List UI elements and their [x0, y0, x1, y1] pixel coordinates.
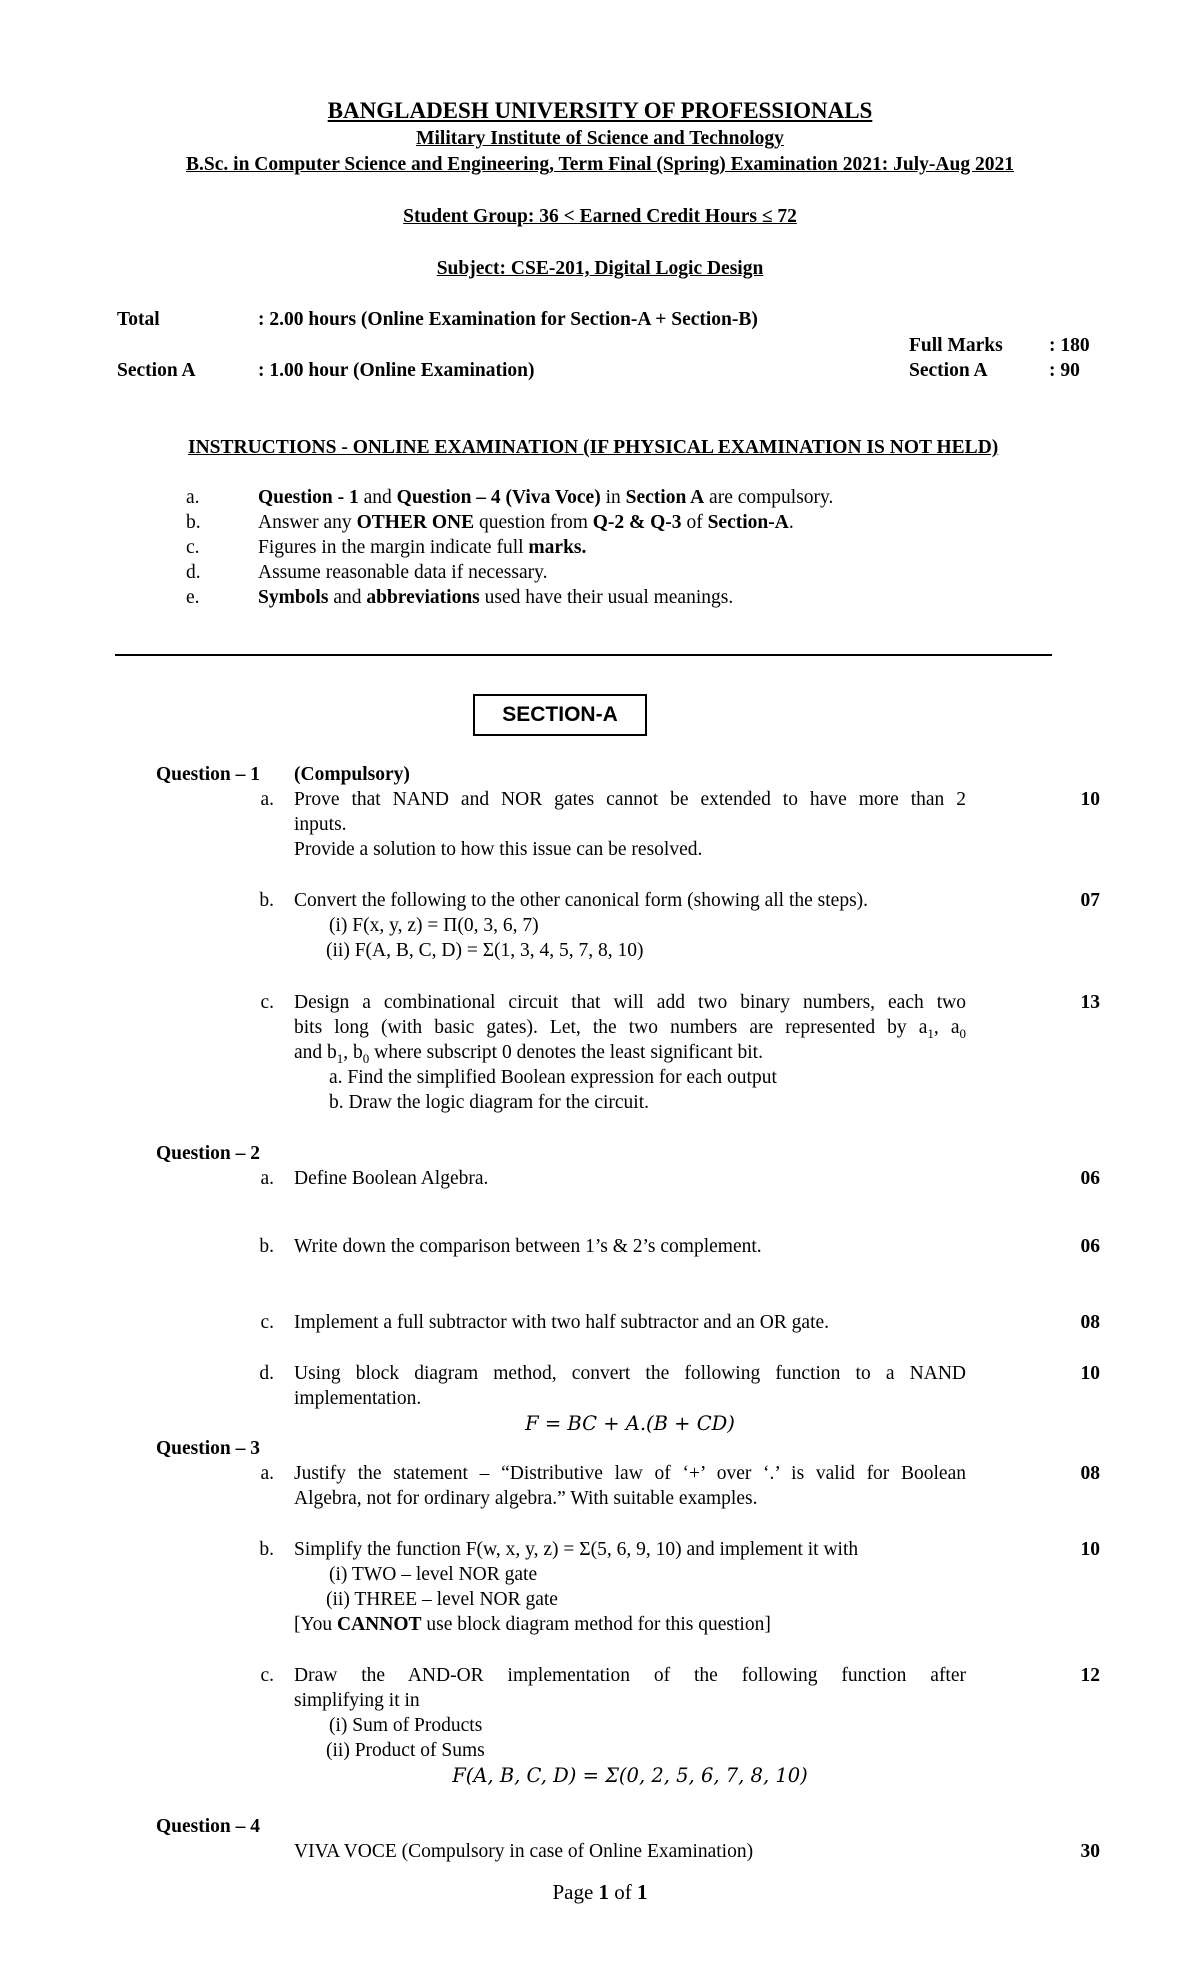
section-divider	[115, 654, 1052, 656]
section-a-box: SECTION-A	[473, 694, 647, 736]
q4-marks: 30	[1080, 1841, 1100, 1862]
q1b-part-ii: (ii) F(A, B, C, D) = Σ(1, 3, 4, 5, 7, 8, 10)	[326, 940, 644, 961]
instruction-e: Symbols and abbreviations used have their usual meanings.	[258, 587, 734, 608]
question-4-label: Question – 4	[156, 1816, 261, 1837]
university-title: BANGLADESH UNIVERSITY OF PROFESSIONALS	[327, 98, 873, 123]
q1a-text-3: Provide a solution to how this issue can be resolved.	[294, 839, 703, 860]
section-marks-value: : 90	[1049, 360, 1080, 381]
q4-text: VIVA VOCE (Compulsory in case of Online Examination)	[294, 1841, 754, 1862]
q3b-text: Simplify the function F(w, x, y, z) = Σ(5, 6, 9, 10) and implement it with	[294, 1539, 859, 1560]
q2d-marks: 10	[1080, 1363, 1100, 1384]
page-number: Page 1 of 1	[552, 1880, 648, 1904]
program-title: B.Sc. in Computer Science and Engineering, Term Final (Spring) Examination 2021: July-Aug 2021	[186, 154, 1014, 175]
instruction-letter: e.	[186, 587, 200, 608]
q1b-part-i: (i) F(x, y, z) = Π(0, 3, 6, 7)	[329, 915, 539, 936]
q2b-text: Write down the comparison between 1’s & 2’s complement.	[294, 1236, 762, 1257]
question-1-heading: (Compulsory)	[294, 764, 410, 785]
q2c-letter: c.	[260, 1312, 274, 1333]
section-time-value: : 1.00 hour (Online Examination)	[258, 360, 535, 381]
q3b-part-ii: (ii) THREE – level NOR gate	[326, 1589, 558, 1610]
section-time-label: Section A	[117, 360, 196, 381]
q2b-marks: 06	[1080, 1236, 1100, 1257]
q1c-letter: c.	[260, 992, 274, 1013]
q3c-part-ii: (ii) Product of Sums	[326, 1740, 485, 1761]
q1c-sub-a: a. Find the simplified Boolean expression for each output	[329, 1067, 777, 1088]
section-marks-label: Section A	[909, 360, 988, 381]
q2b-letter: b.	[259, 1236, 274, 1257]
instruction-c: Figures in the margin indicate full marks.	[258, 537, 587, 558]
institute-title: Military Institute of Science and Technology	[416, 128, 784, 149]
q1b-text: Convert the following to the other canonical form (showing all the steps).	[294, 890, 869, 911]
question-1-label: Question – 1	[156, 764, 261, 785]
q3a-letter: a.	[260, 1463, 274, 1484]
q3a-text: Justify the statement – “Distributive law of ‘+’ over ‘.’ is valid for Boolean	[294, 1463, 966, 1484]
total-value: : 2.00 hours (Online Examination for Section-A + Section-B)	[258, 309, 758, 330]
q1a-text: Prove that NAND and NOR gates cannot be extended to have more than 2	[294, 789, 966, 810]
question-2-label: Question – 2	[156, 1143, 261, 1164]
q2d-formula: F = BC + A.(B + CD)	[525, 1412, 735, 1435]
q3a-text-2: Algebra, not for ordinary algebra.” With suitable examples.	[294, 1488, 758, 1509]
q3c-marks: 12	[1080, 1665, 1100, 1686]
q2d-text-2: implementation.	[294, 1388, 422, 1409]
q3b-marks: 10	[1080, 1539, 1100, 1560]
instruction-d: Assume reasonable data if necessary.	[258, 562, 548, 583]
q1c-text-3: and $b_1$, $b_0$ where subscript 0 denotes the least significant bit.	[294, 1042, 763, 1066]
q1a-letter: a.	[260, 789, 274, 810]
q2d-text: Using block diagram method, convert the following function to a NAND	[294, 1363, 966, 1384]
q2a-marks: 06	[1080, 1168, 1100, 1189]
q3c-text-2: simplifying it in	[294, 1690, 420, 1711]
q2c-text: Implement a full subtractor with two half subtractor and an OR gate.	[294, 1312, 830, 1333]
q3c-part-i: (i) Sum of Products	[329, 1715, 483, 1736]
subject-title: Subject: CSE-201, Digital Logic Design	[436, 258, 764, 279]
q1a-marks: 10	[1080, 789, 1100, 810]
instruction-letter: a.	[186, 487, 200, 508]
full-marks-label: Full Marks	[909, 335, 1003, 356]
q1b-marks: 07	[1080, 890, 1100, 911]
q1c-text-2: bits long (with basic gates). Let, the two numbers are represented by $a_1$, $a_0$	[294, 1017, 967, 1041]
q2a-text: Define Boolean Algebra.	[294, 1168, 489, 1189]
q1c-text: Design a combinational circuit that will add two binary numbers, each two	[294, 992, 966, 1013]
q1c-sub-b: b. Draw the logic diagram for the circuit.	[329, 1092, 650, 1113]
q2c-marks: 08	[1080, 1312, 1100, 1333]
q2a-letter: a.	[260, 1168, 274, 1189]
q3c-formula: F(A, B, C, D) = Σ(0, 2, 5, 6, 7, 8, 10)	[452, 1764, 808, 1787]
q3c-text: Draw the AND-OR implementation of the following function after	[294, 1665, 966, 1686]
instruction-letter: b.	[186, 512, 201, 533]
instruction-a: Question - 1 and Question – 4 (Viva Voce) in Section A are compulsory.	[258, 487, 834, 508]
q3b-letter: b.	[259, 1539, 274, 1560]
instructions-title: INSTRUCTIONS - ONLINE EXAMINATION (IF PHYSICAL EXAMINATION IS NOT HELD)	[188, 437, 999, 458]
q3b-part-i: (i) TWO – level NOR gate	[329, 1564, 538, 1585]
instruction-letter: c.	[186, 537, 200, 558]
instruction-b: Answer any OTHER ONE question from Q-2 & Q-3 of Section-A.	[258, 512, 794, 533]
instruction-letter: d.	[186, 562, 201, 583]
student-group: Student Group: 36 < Earned Credit Hours ≤ 72	[403, 206, 797, 227]
q1b-letter: b.	[259, 890, 274, 911]
total-label: Total	[117, 309, 160, 330]
q3a-marks: 08	[1080, 1463, 1100, 1484]
q1a-text-2: inputs.	[294, 814, 347, 835]
q2d-letter: d.	[259, 1363, 274, 1384]
question-3-label: Question – 3	[156, 1438, 261, 1459]
q3b-note: [You CANNOT use block diagram method for this question]	[294, 1614, 771, 1635]
q1c-marks: 13	[1080, 992, 1100, 1013]
q3c-letter: c.	[260, 1665, 274, 1686]
full-marks-value: : 180	[1049, 335, 1090, 356]
